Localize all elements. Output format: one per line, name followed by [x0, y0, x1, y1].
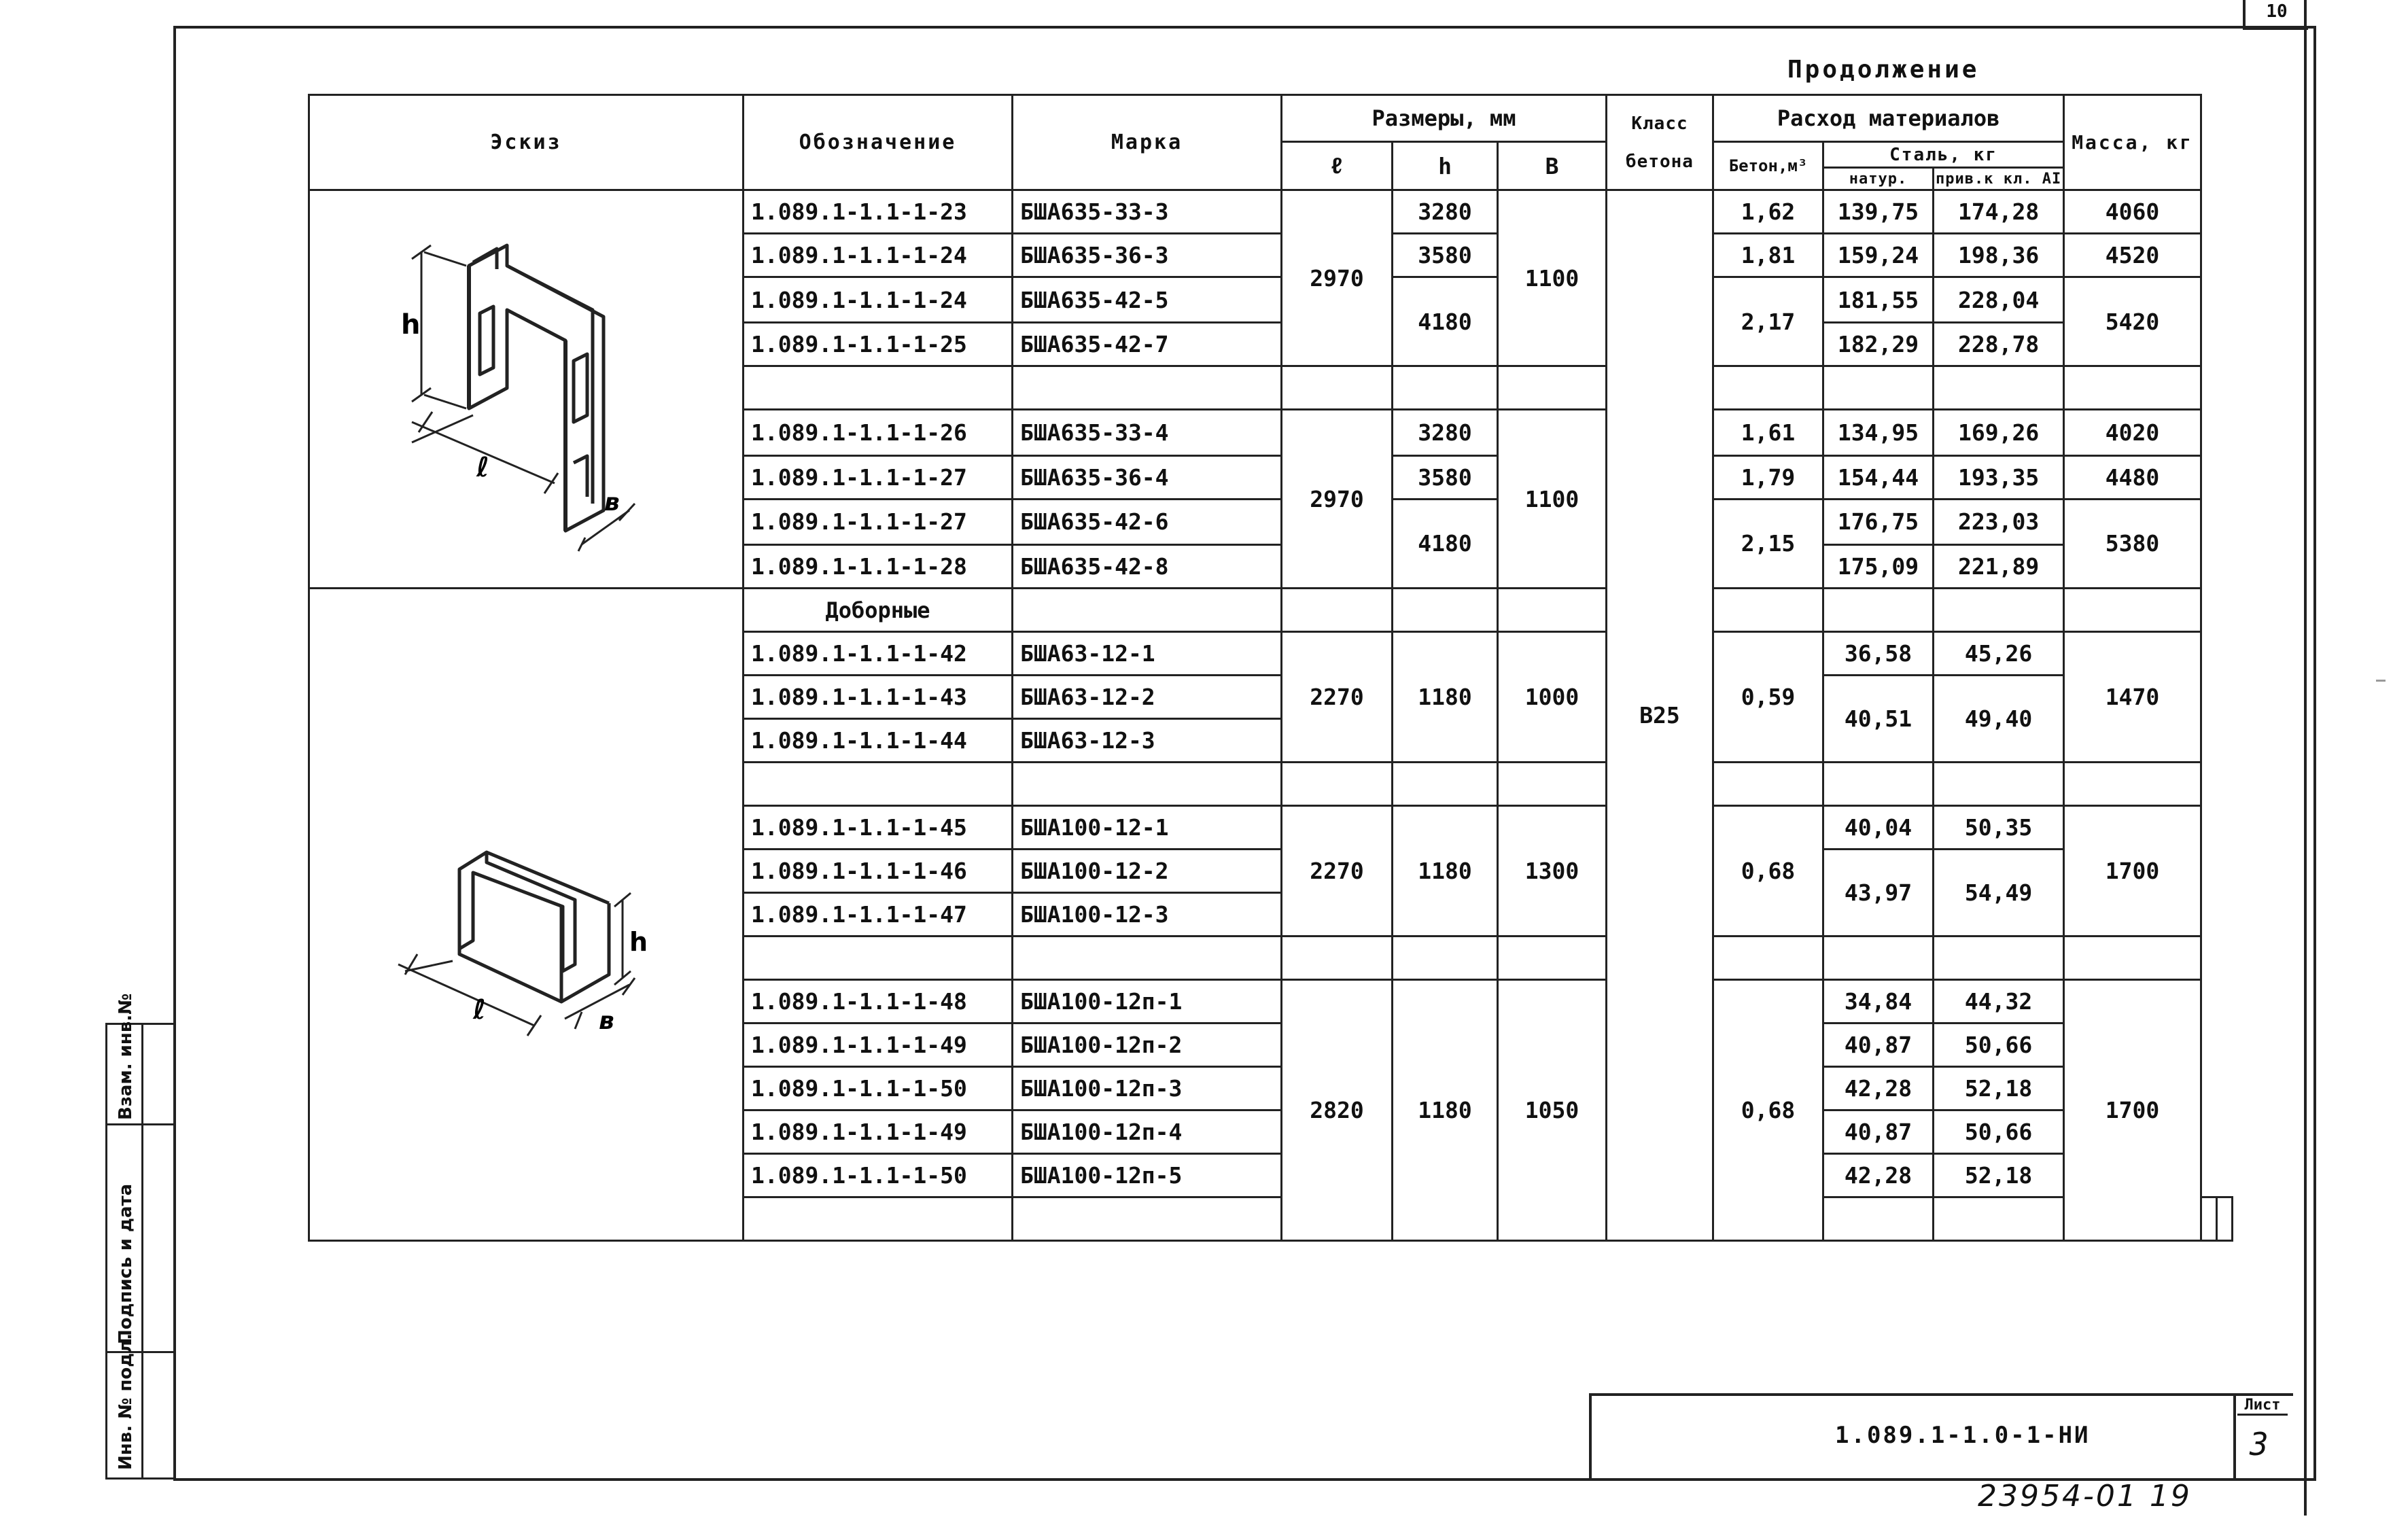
g2-l: 2970 — [1282, 410, 1393, 589]
g2-nat3: 176,75 — [1823, 499, 1934, 544]
row-mark: БША100-12п-1 — [1013, 980, 1282, 1023]
row-designation: 1.089.1-1.1-1-47 — [744, 893, 1013, 937]
g1-red1: 174,28 — [1934, 190, 2064, 234]
g4-h: 1180 — [1393, 806, 1498, 937]
row-mark: БША635-42-6 — [1013, 499, 1282, 544]
sketch-label-b: в — [604, 489, 620, 517]
g1-bet1: 1,62 — [1713, 190, 1823, 234]
side-stamp — [105, 993, 176, 1480]
row-designation: 1.089.1-1.1-1-42 — [744, 632, 1013, 676]
g2-h1: 3280 — [1393, 410, 1498, 455]
header-concrete-class: Класс бетона — [1607, 95, 1713, 190]
sketch-cell-top — [309, 190, 744, 589]
row-mark: БША635-42-7 — [1013, 323, 1282, 366]
side-stamp-replacement: Взам. инв.№ — [116, 993, 136, 1120]
g4-red1: 50,35 — [1934, 806, 2064, 850]
g5-nat4: 40,87 — [1823, 1110, 1934, 1154]
g3-red2: 49,40 — [1934, 676, 2064, 763]
g1-mass3: 5420 — [2064, 277, 2201, 366]
row-mark: БША635-33-3 — [1013, 190, 1282, 234]
g3-bet: 0,59 — [1713, 632, 1823, 763]
g5-red5: 52,18 — [1934, 1154, 2064, 1197]
sheet-number: 3 — [2250, 1426, 2269, 1463]
g2-mass3: 5380 — [2064, 499, 2201, 588]
g3-b: 1000 — [1498, 632, 1607, 763]
row-designation: 1.089.1-1.1-1-27 — [744, 455, 1013, 499]
g1-nat1: 139,75 — [1823, 190, 1934, 234]
row-mark: БША100-12п-2 — [1013, 1023, 1282, 1067]
group-label-additional: Доборные — [744, 589, 1013, 632]
g2-h2: 3580 — [1393, 455, 1498, 499]
g2-red1: 169,26 — [1934, 410, 2064, 455]
sketch-u-block — [310, 594, 742, 1229]
g1-nat2: 159,24 — [1823, 234, 1934, 277]
g2-mass2: 4480 — [2064, 455, 2201, 499]
row-designation: 1.089.1-1.1-1-24 — [744, 277, 1013, 323]
g1-red2: 198,36 — [1934, 234, 2064, 277]
g1-h1: 3280 — [1393, 190, 1498, 234]
header-steel-reduced: прив.к кл. АI — [1934, 168, 2064, 190]
document-number: 1.089.1-1.0-1-НИ — [1835, 1422, 2091, 1449]
g2-red3: 223,03 — [1934, 499, 2064, 544]
row-designation: 1.089.1-1.1-1-43 — [744, 676, 1013, 719]
row-mark: БША635-33-4 — [1013, 410, 1282, 455]
header-sketch: Эскиз — [309, 95, 744, 190]
row-mark: БША635-36-3 — [1013, 234, 1282, 277]
g3-nat1: 36,58 — [1823, 632, 1934, 676]
g2-red2: 193,35 — [1934, 455, 2064, 499]
row-mark: БША635-42-5 — [1013, 277, 1282, 323]
edge-mark — [2376, 680, 2386, 682]
header-materials: Расход материалов — [1713, 95, 2064, 142]
g4-nat2: 43,97 — [1823, 850, 1934, 937]
g4-nat1: 40,04 — [1823, 806, 1934, 850]
concrete-class-cell: В25 — [1607, 190, 1713, 1241]
sketch-label-l: ℓ — [476, 452, 489, 483]
g1-h3: 4180 — [1393, 277, 1498, 366]
row-designation: 1.089.1-1.1-1-49 — [744, 1110, 1013, 1154]
header-steel-kg: Сталь, кг — [1823, 142, 2064, 168]
row-designation: 1.089.1-1.1-1-24 — [744, 234, 1013, 277]
sheet-corner-number: 10 — [2243, 0, 2308, 30]
g2-nat4: 175,09 — [1823, 545, 1934, 589]
header-steel-natural: натур. — [1823, 168, 1934, 190]
g2-bet1: 1,61 — [1713, 410, 1823, 455]
row-designation: 1.089.1-1.1-1-49 — [744, 1023, 1013, 1067]
specification-table — [308, 94, 2233, 1242]
g3-mass: 1470 — [2064, 632, 2201, 763]
g2-nat1: 134,95 — [1823, 410, 1934, 455]
g2-bet3: 2,15 — [1713, 499, 1823, 588]
g4-red2: 54,49 — [1934, 850, 2064, 937]
g1-h2: 3580 — [1393, 234, 1498, 277]
sheet-edge-line — [2304, 0, 2307, 1516]
sheet-label: Лист — [2237, 1397, 2288, 1416]
g4-bet: 0,68 — [1713, 806, 1823, 937]
g5-nat1: 34,84 — [1823, 980, 1934, 1023]
g2-h3: 4180 — [1393, 499, 1498, 588]
g5-bet: 0,68 — [1713, 980, 1823, 1241]
sketch-label-h: h — [401, 309, 421, 340]
g5-mass: 1700 — [2064, 980, 2201, 1241]
row-mark: БША635-36-4 — [1013, 455, 1282, 499]
g1-nat4: 182,29 — [1823, 323, 1934, 366]
g5-nat5: 42,28 — [1823, 1154, 1934, 1197]
row-mark: БША100-12п-4 — [1013, 1110, 1282, 1154]
g3-nat2: 40,51 — [1823, 676, 1934, 763]
g1-mass1: 4060 — [2064, 190, 2201, 234]
row-designation: 1.089.1-1.1-1-45 — [744, 806, 1013, 850]
g4-l: 2270 — [1282, 806, 1393, 937]
row-mark: БША100-12-3 — [1013, 893, 1282, 937]
g1-b: 1100 — [1498, 190, 1607, 366]
side-stamp-original: Инв. № подл. — [116, 1333, 136, 1470]
g5-nat3: 42,28 — [1823, 1067, 1934, 1110]
g5-red4: 50,66 — [1934, 1110, 2064, 1154]
row-mark: БША63-12-2 — [1013, 676, 1282, 719]
row-mark: БША100-12п-5 — [1013, 1154, 1282, 1197]
g4-b: 1300 — [1498, 806, 1607, 937]
sketch-cell-bottom — [309, 589, 744, 1241]
header-dimensions: Размеры, мм — [1282, 95, 1607, 142]
row-designation: 1.089.1-1.1-1-25 — [744, 323, 1013, 366]
g2-b: 1100 — [1498, 410, 1607, 589]
g5-red2: 50,66 — [1934, 1023, 2064, 1067]
header-mass: Масса, кг — [2064, 95, 2201, 190]
sketch-label-b: в — [599, 1007, 614, 1035]
row-designation: 1.089.1-1.1-1-46 — [744, 850, 1013, 893]
row-mark: БША63-12-1 — [1013, 632, 1282, 676]
sketch-label-h: h — [629, 927, 648, 957]
header-dim-b: В — [1498, 142, 1607, 190]
row-designation: 1.089.1-1.1-1-23 — [744, 190, 1013, 234]
g1-red3: 228,04 — [1934, 277, 2064, 323]
sketch-wall-panel — [310, 191, 742, 582]
g3-h: 1180 — [1393, 632, 1498, 763]
g5-l: 2820 — [1282, 980, 1393, 1241]
row-designation: 1.089.1-1.1-1-44 — [744, 719, 1013, 763]
g2-mass1: 4020 — [2064, 410, 2201, 455]
g5-red1: 44,32 — [1934, 980, 2064, 1023]
g2-red4: 221,89 — [1934, 545, 2064, 589]
g1-bet3: 2,17 — [1713, 277, 1823, 366]
g5-b: 1050 — [1498, 980, 1607, 1241]
side-stamp-signature: Подпись и дата — [116, 1183, 136, 1344]
g3-red1: 45,26 — [1934, 632, 2064, 676]
row-mark: БША635-42-8 — [1013, 545, 1282, 589]
row-mark: БША100-12-1 — [1013, 806, 1282, 850]
header-concrete-m3: Бетон,м³ — [1713, 142, 1823, 190]
g1-bet2: 1,81 — [1713, 234, 1823, 277]
g2-nat2: 154,44 — [1823, 455, 1934, 499]
g1-red4: 228,78 — [1934, 323, 2064, 366]
g1-nat3: 181,55 — [1823, 277, 1934, 323]
archive-stamp: 23954-01 19 — [1978, 1479, 2192, 1513]
row-designation: 1.089.1-1.1-1-50 — [744, 1067, 1013, 1110]
g1-mass2: 4520 — [2064, 234, 2201, 277]
row-mark: БША63-12-3 — [1013, 719, 1282, 763]
header-dim-l: ℓ — [1282, 142, 1393, 190]
row-mark: БША100-12п-3 — [1013, 1067, 1282, 1110]
g5-red3: 52,18 — [1934, 1067, 2064, 1110]
continuation-label: Продолжение — [1787, 56, 1980, 84]
header-designation: Обозначение — [744, 95, 1013, 190]
g3-l: 2270 — [1282, 632, 1393, 763]
g2-bet2: 1,79 — [1713, 455, 1823, 499]
row-designation: 1.089.1-1.1-1-48 — [744, 980, 1013, 1023]
row-designation: 1.089.1-1.1-1-50 — [744, 1154, 1013, 1197]
g1-l: 2970 — [1282, 190, 1393, 366]
g5-h: 1180 — [1393, 980, 1498, 1241]
row-designation: 1.089.1-1.1-1-26 — [744, 410, 1013, 455]
g4-mass: 1700 — [2064, 806, 2201, 937]
header-dim-h: h — [1393, 142, 1498, 190]
header-mark: Марка — [1013, 95, 1282, 190]
sketch-label-l: ℓ — [473, 994, 486, 1026]
g5-nat2: 40,87 — [1823, 1023, 1934, 1067]
row-designation: 1.089.1-1.1-1-27 — [744, 499, 1013, 544]
row-designation: 1.089.1-1.1-1-28 — [744, 545, 1013, 589]
row-mark: БША100-12-2 — [1013, 850, 1282, 893]
